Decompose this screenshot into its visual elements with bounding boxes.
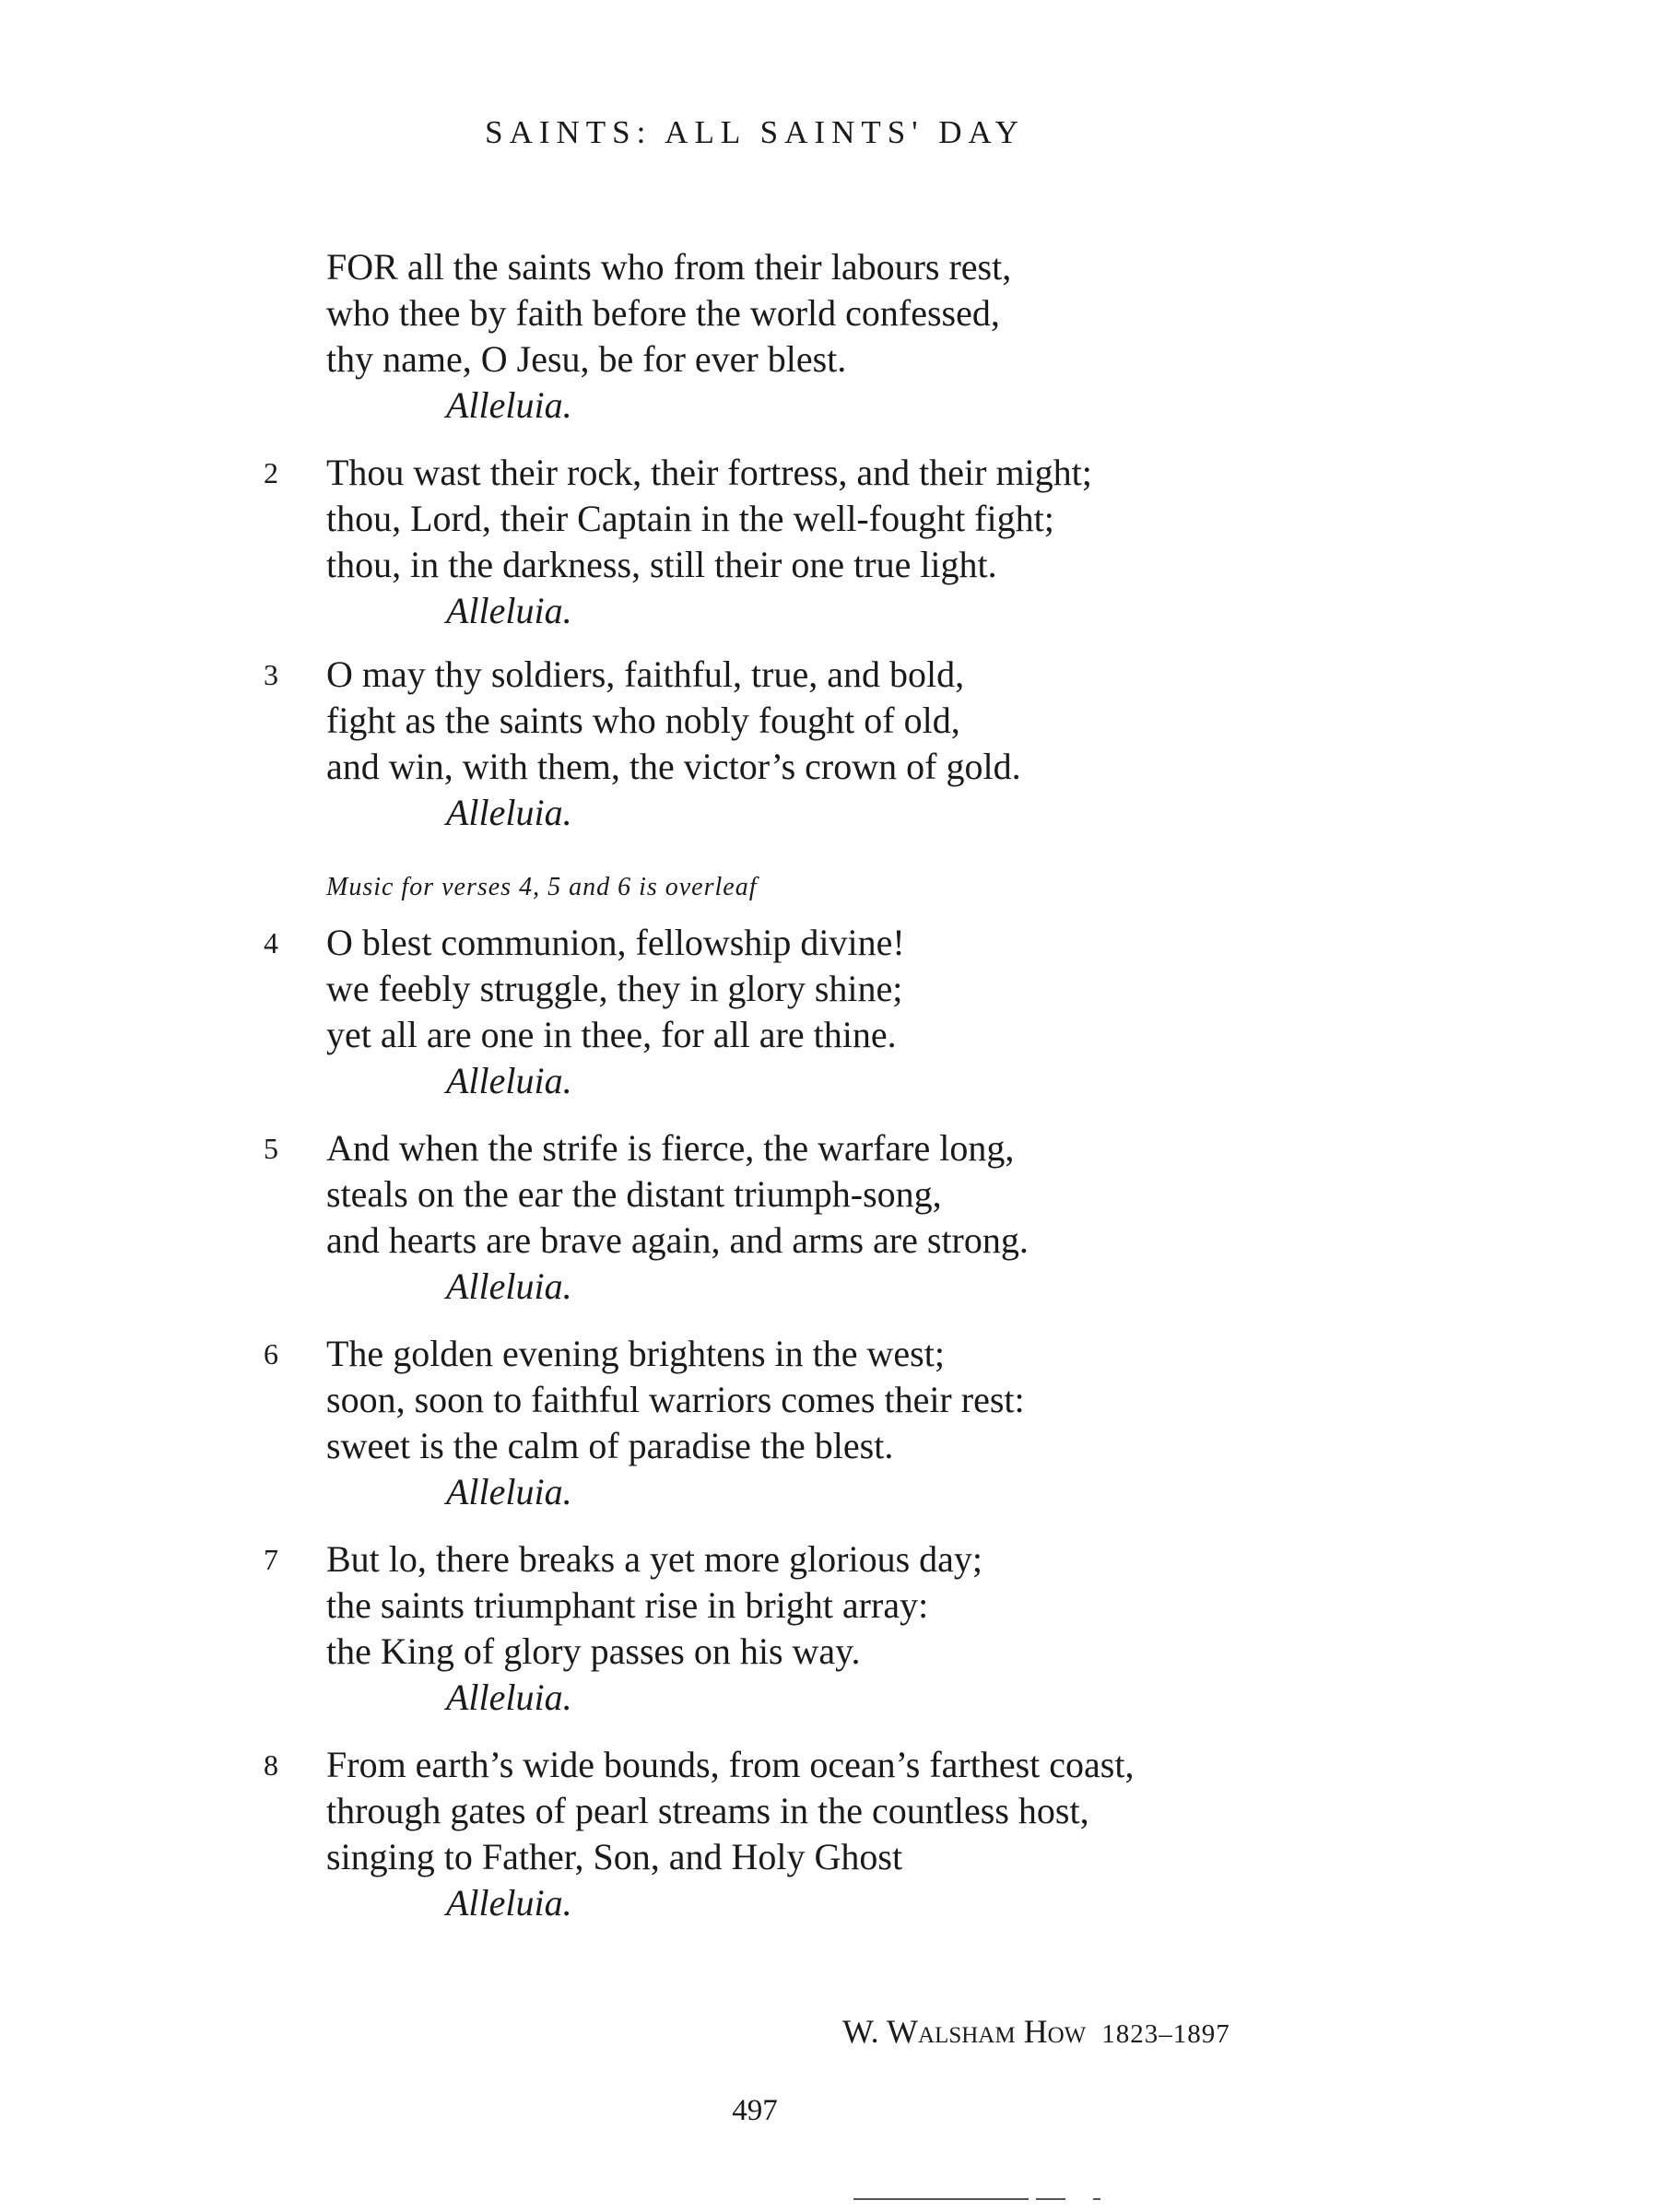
verse-refrain: Alleluia. xyxy=(446,1677,572,1718)
page-number: 497 xyxy=(732,2094,778,2127)
verse-refrain: Alleluia. xyxy=(446,792,572,833)
verse-line: through gates of pearl streams in the countless host, xyxy=(326,1790,1089,1831)
verse-refrain: Alleluia. xyxy=(446,384,572,426)
verse-6 xyxy=(264,1331,1524,1515)
verse-line: sweet is the calm of paradise the blest. xyxy=(326,1425,894,1466)
verse-line: But lo, there breaks a yet more glorious day; xyxy=(326,1538,983,1580)
music-note: Music for verses 4, 5 and 6 is overleaf xyxy=(326,873,758,901)
verse-number: 5 xyxy=(264,1132,278,1165)
verse-number: 7 xyxy=(264,1543,278,1576)
verse-line: O may thy soldiers, faithful, true, and bold, xyxy=(326,653,965,695)
verse-7 xyxy=(264,1536,1524,1721)
verse-line: the King of glory passes on his way. xyxy=(326,1630,861,1672)
verse-4 xyxy=(264,920,1524,1104)
bottom-rule xyxy=(1093,2198,1100,2200)
verse-refrain: Alleluia. xyxy=(446,1265,572,1307)
verse-line: From earth’s wide bounds, from ocean’s farthest coast, xyxy=(326,1744,1135,1785)
hymn-author xyxy=(842,2012,1230,2052)
verse-refrain: Alleluia. xyxy=(446,1882,572,1924)
verse-line: thou, Lord, their Captain in the well-fought fight; xyxy=(326,498,1054,539)
verse-3 xyxy=(264,652,1524,836)
verse-1 xyxy=(326,244,1524,429)
verse-number: 6 xyxy=(264,1337,278,1371)
verse-line: FOR all the saints who from their labours rest, xyxy=(326,246,1012,288)
verse-line: O blest communion, fellowship divine! xyxy=(326,922,905,963)
author-name: W. Walsham How xyxy=(842,2013,1087,2050)
verse-number: 3 xyxy=(264,658,278,691)
verse-line: singing to Father, Son, and Holy Ghost xyxy=(326,1836,903,1877)
verse-line: The golden evening brightens in the west; xyxy=(326,1333,945,1374)
verse-number: 8 xyxy=(264,1748,278,1782)
verse-line: fight as the saints who nobly fought of old, xyxy=(326,700,960,741)
verse-line: yet all are one in thee, for all are thine. xyxy=(326,1014,897,1055)
page-header: SAINTS: ALL SAINTS' DAY xyxy=(485,114,1025,150)
verse-refrain: Alleluia. xyxy=(446,590,572,631)
verse-line: and hearts are brave again, and arms are strong. xyxy=(326,1219,1029,1261)
verse-line: steals on the ear the distant triumph-song, xyxy=(326,1173,942,1215)
verse-refrain: Alleluia. xyxy=(446,1060,572,1101)
verse-line: thy name, O Jesu, be for ever blest. xyxy=(326,338,847,380)
verse-8 xyxy=(264,1742,1524,1926)
verse-line: we feebly struggle, they in glory shine; xyxy=(326,968,903,1009)
verse-line: thou, in the darkness, still their one true light. xyxy=(326,544,997,585)
author-years: 1823–1897 xyxy=(1101,2019,1230,2049)
verse-line: soon, soon to faithful warriors comes their rest: xyxy=(326,1379,1025,1420)
verse-number: 2 xyxy=(264,456,278,489)
bottom-rule xyxy=(853,2198,1029,2200)
verse-line: and win, with them, the victor’s crown of gold. xyxy=(326,746,1021,787)
verse-5 xyxy=(264,1125,1524,1310)
verse-2 xyxy=(264,450,1524,634)
verse-line: And when the strife is fierce, the warfare long, xyxy=(326,1127,1015,1169)
verse-refrain: Alleluia. xyxy=(446,1471,572,1512)
bottom-rule xyxy=(1036,2198,1065,2200)
verse-line: the saints triumphant rise in bright array: xyxy=(326,1584,929,1626)
verse-line: who thee by faith before the world confessed, xyxy=(326,292,1000,334)
verse-line: Thou wast their rock, their fortress, and their might; xyxy=(326,452,1092,493)
verse-number: 4 xyxy=(264,926,278,959)
